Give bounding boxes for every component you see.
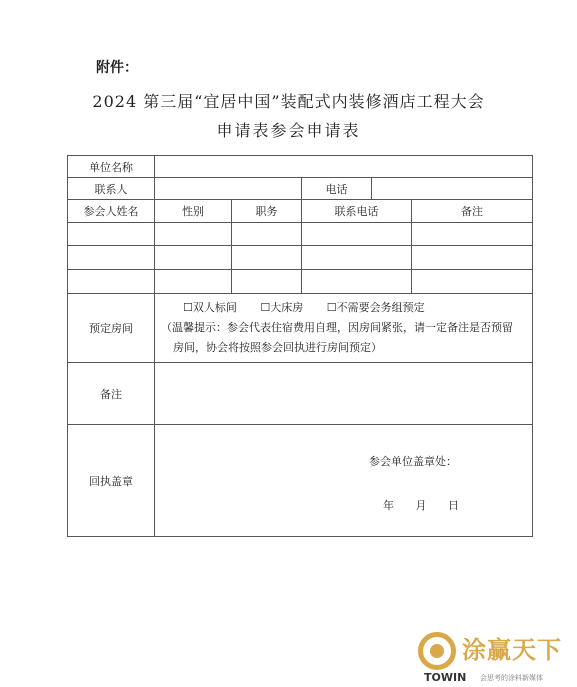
- attendee-name-cell[interactable]: [68, 270, 155, 294]
- watermark-brand-cn: 涂赢天下: [462, 636, 562, 664]
- table-row: [68, 270, 533, 294]
- table-row: [68, 425, 533, 537]
- attendee-remarks-cell[interactable]: [412, 223, 533, 246]
- registration-form-table: [67, 155, 533, 537]
- column-header-name: 参会人姓名: [68, 200, 155, 223]
- logo-mark-icon: [418, 632, 456, 670]
- attendee-position-cell[interactable]: [232, 223, 302, 246]
- contact-label: 联系人: [68, 178, 155, 200]
- attendee-name-cell[interactable]: [68, 223, 155, 246]
- table-row: [68, 294, 533, 363]
- column-header-gender: 性别: [155, 200, 232, 223]
- remarks-field[interactable]: [155, 363, 533, 425]
- watermark-logo: [418, 628, 568, 684]
- document-title-line-1: 2024 第三届“宜居中国”装配式内装修酒店工程大会: [92, 92, 485, 111]
- attendee-gender-cell[interactable]: [155, 270, 232, 294]
- room-option-king-checkbox[interactable]: ☐大床房: [260, 301, 304, 314]
- seal-stamp-text: 参会单位盖章处：: [369, 455, 457, 468]
- watermark-brand-en: TOWIN: [424, 671, 467, 684]
- room-booking-cell: [155, 294, 533, 363]
- phone-field[interactable]: [372, 178, 533, 200]
- table-row: [68, 178, 533, 200]
- phone-label: 电话: [302, 178, 372, 200]
- unit-name-label: 单位名称: [68, 156, 155, 178]
- table-row: [68, 156, 533, 178]
- seal-label: 回执盖章: [68, 425, 155, 537]
- attendee-name-cell[interactable]: [68, 246, 155, 270]
- column-header-position: 职务: [232, 200, 302, 223]
- table-header-row: [68, 200, 533, 223]
- attendee-remarks-cell[interactable]: [412, 270, 533, 294]
- attachment-label: 附件：: [96, 60, 138, 76]
- attendee-phone-cell[interactable]: [302, 223, 412, 246]
- room-tip-line-2: 房间，协会将按照参会回执进行房间预定）: [173, 341, 382, 354]
- attendee-remarks-cell[interactable]: [412, 246, 533, 270]
- column-header-phone: 联系电话: [302, 200, 412, 223]
- remarks-label: 备注: [68, 363, 155, 425]
- attendee-gender-cell[interactable]: [155, 223, 232, 246]
- attendee-position-cell[interactable]: [232, 270, 302, 294]
- contact-field[interactable]: [155, 178, 302, 200]
- attendee-phone-cell[interactable]: [302, 270, 412, 294]
- attendee-phone-cell[interactable]: [302, 246, 412, 270]
- attendee-gender-cell[interactable]: [155, 246, 232, 270]
- room-booking-label: 预定房间: [68, 294, 155, 363]
- room-tip-line-1: （温馨提示：参会代表住宿费用自理，因房间紧张，请一定备注是否预留: [161, 321, 513, 334]
- room-option-no-booking-checkbox[interactable]: ☐不需要会务组预定: [326, 301, 425, 314]
- column-header-remarks: 备注: [412, 200, 533, 223]
- attendee-position-cell[interactable]: [232, 246, 302, 270]
- seal-area[interactable]: [155, 425, 533, 537]
- table-row: [68, 223, 533, 246]
- unit-name-field[interactable]: [155, 156, 533, 178]
- table-row: [68, 246, 533, 270]
- room-option-twin-checkbox[interactable]: ☐双人标间: [183, 301, 237, 314]
- table-row: [68, 363, 533, 425]
- document-title-line-2: 申请表参会申请表: [216, 121, 361, 140]
- room-options: [161, 298, 526, 318]
- seal-date-text: 年 月 日: [383, 499, 459, 512]
- watermark-tagline: 会思考的涂料新媒体: [480, 674, 543, 682]
